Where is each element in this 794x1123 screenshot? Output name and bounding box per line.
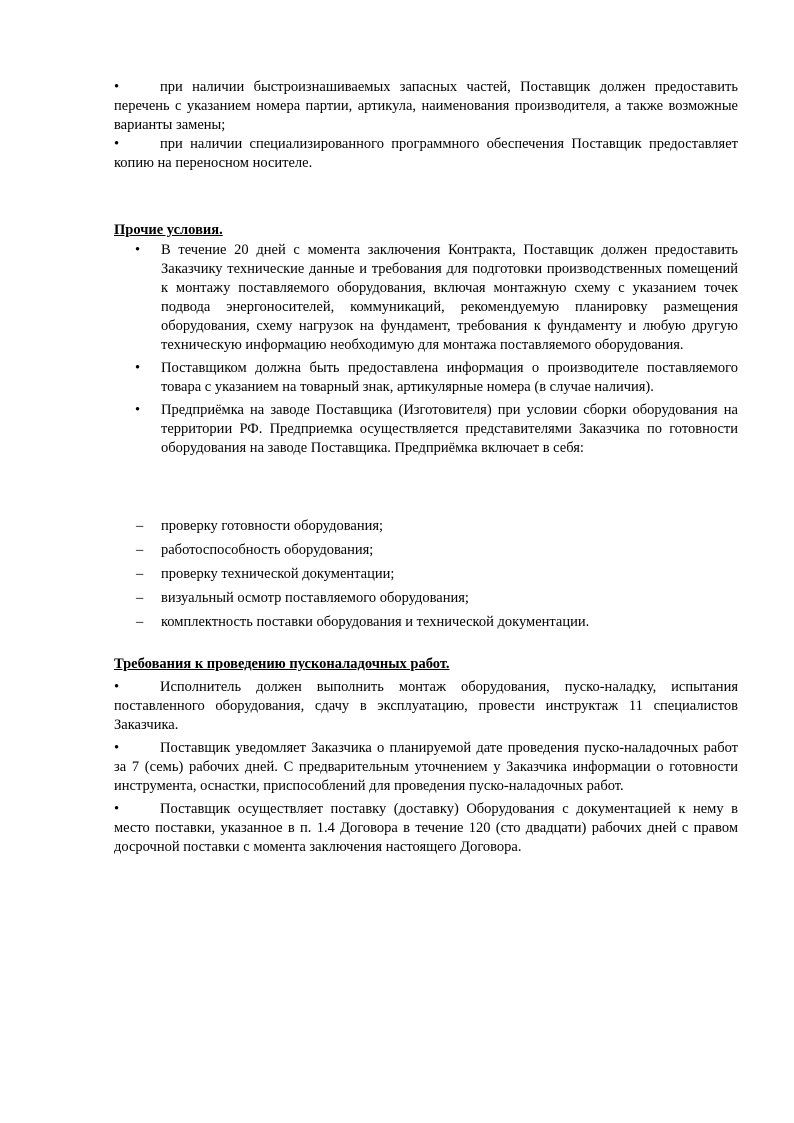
bullet-icon: • bbox=[114, 79, 120, 95]
dash-icon: – bbox=[136, 518, 144, 534]
dash-icon: – bbox=[136, 614, 144, 630]
other-conditions-list bbox=[114, 241, 738, 462]
commissioning-section bbox=[114, 678, 738, 857]
check-item-text: проверку готовности оборудования; bbox=[161, 518, 384, 534]
software-paragraph bbox=[114, 135, 738, 173]
list-item bbox=[114, 359, 738, 397]
list-item bbox=[114, 541, 738, 560]
bullet-icon: • bbox=[114, 679, 120, 695]
spare-parts-paragraph bbox=[114, 78, 738, 135]
notification-paragraph bbox=[114, 739, 738, 796]
other-conditions-heading: Прочие условия. bbox=[114, 222, 223, 238]
dash-icon: – bbox=[136, 590, 144, 606]
spare-parts-text: при наличии быстроизнашиваемых запасных частей, Поставщик должен предоставить перечень с указанием номера партии, артикула, наименования производителя, а также возможные варианты замены; bbox=[114, 79, 738, 133]
list-item bbox=[114, 241, 738, 355]
commissioning-heading: Требования к проведению пусконаладочных работ. bbox=[114, 656, 450, 672]
installation-text: Исполнитель должен выполнить монтаж оборудования, пуско-наладку, испытания поставленного оборудования, сдачу в эксплуатацию, провести инструктаж 11 специалистов Заказчика. bbox=[114, 679, 738, 733]
bullet-icon: • bbox=[114, 740, 120, 756]
bullet-icon: • bbox=[135, 242, 141, 258]
check-item-text: визуальный осмотр поставляемого оборудования; bbox=[161, 590, 469, 606]
bullet-icon: • bbox=[114, 136, 120, 152]
technical-data-text: В течение 20 дней с момента заключения Контракта, Поставщик должен предоставить Заказчику технические данные и требования для подготовки производственных помещений к монтажу поставляемого оборудования, включая монтажную схему с указанием точек подвода энергоносителей, коммуникаций, рекомендуемую планировку размещения оборудования, схему нагрузок на фундамент, требования к фундаменту и любую другую техническую информацию необходимую для монтажа поставляемого оборудования. bbox=[161, 242, 738, 353]
bullet-icon: • bbox=[114, 801, 120, 817]
list-item bbox=[114, 565, 738, 584]
check-item-text: проверку технической документации; bbox=[161, 566, 395, 582]
check-item-text: работоспособность оборудования; bbox=[161, 542, 374, 558]
delivery-paragraph bbox=[114, 800, 738, 857]
manufacturer-info-text: Поставщиком должна быть предоставлена информация о производителе поставляемого товара с указанием на товарный знак, артикулярные номера (в случае наличия). bbox=[161, 360, 738, 395]
bullet-icon: • bbox=[135, 402, 141, 418]
list-item bbox=[114, 401, 738, 458]
dash-icon: – bbox=[136, 566, 144, 582]
list-item bbox=[114, 613, 738, 632]
dash-icon: – bbox=[136, 542, 144, 558]
list-item bbox=[114, 589, 738, 608]
bullet-icon: • bbox=[135, 360, 141, 376]
check-item-text: комплектность поставки оборудования и технической документации. bbox=[161, 614, 590, 630]
notification-text: Поставщик уведомляет Заказчика о планируемой дате проведения пуско-наладочных работ за 7 (семь) рабочих дней. С предварительным уточнением у Заказчика информации о готовности инструмента, оснастки, приспособлений для проведения пуско-наладочных работ. bbox=[114, 740, 738, 794]
spare-parts-section bbox=[114, 78, 738, 173]
pre-acceptance-text: Предприёмка на заводе Поставщика (Изготовителя) при условии сборки оборудования на территории РФ. Предприемка осуществляется представителями Заказчика по готовности оборудования на заводе Поставщика. Предприёмка включает в себя: bbox=[161, 402, 738, 456]
installation-paragraph bbox=[114, 678, 738, 735]
delivery-text: Поставщик осуществляет поставку (доставку) Оборудования с документацией к нему в место поставки, указанное в п. 1.4 Договора в течение 120 (сто двадцати) рабочих дней с правом досрочной поставки с момента заключения настоящего Договора. bbox=[114, 801, 738, 855]
software-text: при наличии специализированного программного обеспечения Поставщик предоставляет копию на переносном носителе. bbox=[114, 136, 738, 171]
pre-acceptance-checklist bbox=[114, 517, 738, 637]
list-item bbox=[114, 517, 738, 536]
